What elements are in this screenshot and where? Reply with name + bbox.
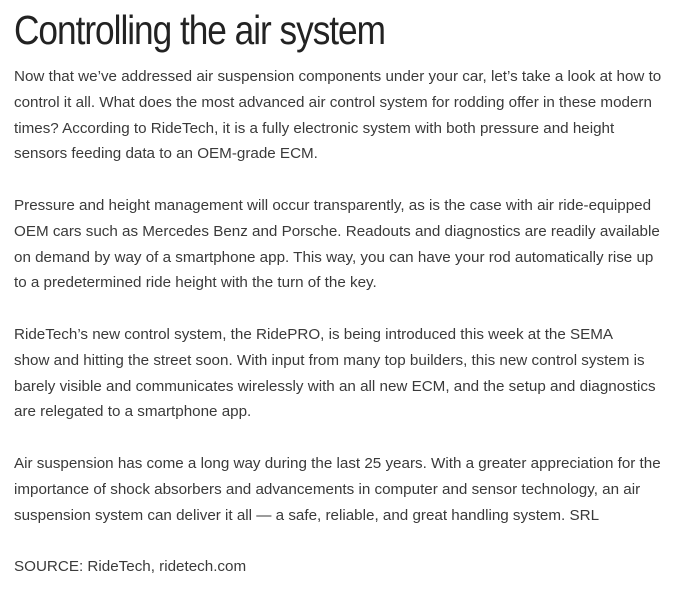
text-line: Air suspension has come a long way during the last 25 years. With a greater appreciation for the	[14, 454, 661, 472]
text-line: show and hitting the street soon. With input from many top builders, this new control system is	[14, 351, 645, 369]
text-line: importance of shock absorbers and advancements in computer and sensor technology, an air	[14, 480, 641, 498]
text-line: Now that we’ve addressed air suspension components under your car, let’s take a look at how to	[14, 68, 662, 85]
article	[14, 0, 689, 580]
text-line: on demand by way of a smartphone app. This way, you can have your rod automatically rise up	[14, 248, 654, 266]
text-line: barely visible and communicates wirelessly with an all new ECM, and the setup and diagnostics	[14, 377, 656, 395]
paragraph-ridepro	[14, 322, 689, 425]
paragraph-pressure-height	[14, 193, 689, 296]
text-line: control it all. What does the most advanced air control system for rodding offer in these modern	[14, 93, 652, 111]
text-line: Pressure and height management will occur transparently, as is the case with air ride-equipped	[14, 196, 652, 214]
text-line: to a predetermined ride height with the turn of the key.	[14, 274, 377, 292]
paragraph-conclusion	[14, 451, 689, 528]
text-line: OEM cars such as Mercedes Benz and Porsche. Readouts and diagnostics are readily available	[14, 222, 660, 240]
paragraph-air-control-intro	[14, 64, 689, 167]
text-line: are relegated to a smartphone app.	[14, 403, 252, 421]
text-line: SOURCE: RideTech, ridetech.com	[14, 558, 247, 576]
text-line: RideTech’s new control system, the RidePRO, is being introduced this week at the SEMA	[14, 325, 614, 343]
source-credit	[14, 554, 689, 580]
text-line: suspension system can deliver it all — a safe, reliable, and great handling system. SRL	[14, 506, 600, 524]
text-line: sensors feeding data to an OEM-grade ECM.	[14, 145, 318, 163]
article-title: Controlling the air system	[14, 7, 385, 53]
text-line: times? According to RideTech, it is a fully electronic system with both pressure and height	[14, 119, 615, 137]
